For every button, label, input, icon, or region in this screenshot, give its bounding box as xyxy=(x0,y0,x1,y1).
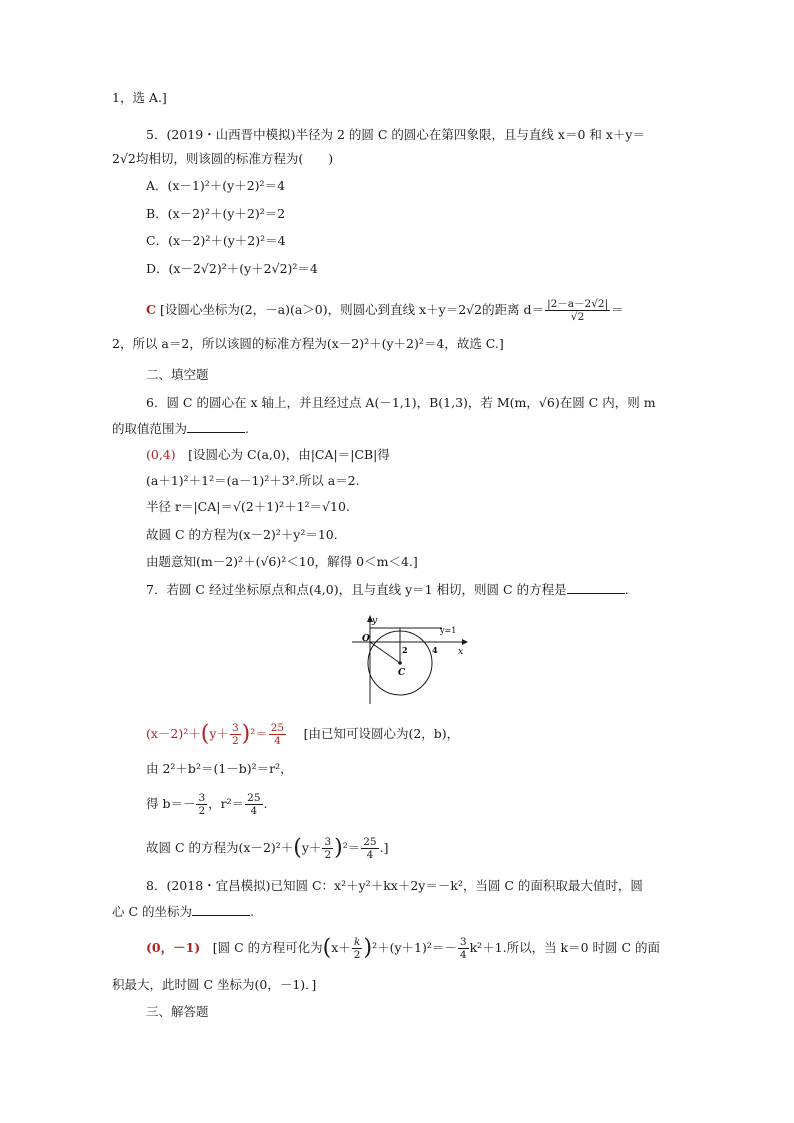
question-5: 5．(2019・山西晋中模拟)半径为 2 的圆 C 的圆心在第四象限，且与直线 x＝0 和 x＋y＝ xyxy=(146,127,645,142)
answer-6-line: 半径 r＝|CA|＝√(2＋1)²＋1²＝√10. xyxy=(146,499,350,514)
section-heading: 三、解答题 xyxy=(146,1004,209,1019)
option-c: C．(x－2)²＋(y＋2)²＝4 xyxy=(146,233,286,248)
question-5-cont: 2√2均相切，则该圆的标准方程为( ) xyxy=(112,151,334,166)
option-a: A．(x－1)²＋(y＋2)²＝4 xyxy=(146,178,286,193)
answer-8-key: (0，－1) xyxy=(146,940,201,955)
section-heading: 二、填空题 xyxy=(146,367,209,382)
answer-7-line: 故圆 C 的方程为(x－2)²＋(y＋ $\frac{3}{2}$ )²＝ $\frac{25}{4}$ .] xyxy=(146,835,389,861)
answer-7-key: (x－2)²＋(y＋ $\frac{3}{2}$ )²＝ $\frac{25}{4}$ xyxy=(146,721,285,747)
question-8-cont: 心 C 的坐标为 . xyxy=(112,904,254,919)
answer-blank xyxy=(187,420,245,433)
answer-7-line: 由 2²＋b²＝(1－b)²＝r²， xyxy=(146,761,293,776)
answer-blank xyxy=(192,903,250,916)
answer-6-line: (a＋1)²＋1²＝(a－1)²＋3².所以 a＝2. xyxy=(146,473,360,488)
svg-text:4: 4 xyxy=(432,645,438,655)
answer-7-line: 得 b＝－ $\frac{3}{2}$ ，r²＝ $\frac{25}{4}$ . xyxy=(146,792,268,817)
option-d: D．(x－2√2)²＋(y＋2√2)²＝4 xyxy=(146,261,318,276)
svg-text:C: C xyxy=(398,668,406,678)
answer-5-cont: 2，所以 a＝2，所以该圆的标准方程为(x－2)²＋(y＋2)²＝4，故选 C.] xyxy=(112,336,504,351)
answer-6-line: 由题意知(m－2)²＋(√6)²＜10，解得 0＜m＜4.] xyxy=(146,554,418,569)
answer-5-key: C xyxy=(146,302,156,317)
distance-fraction: $\frac{|2-a-2√2|}{√2}$ xyxy=(547,298,609,323)
answer-6-line: 故圆 C 的方程为(x－2)²＋y²＝10. xyxy=(146,527,338,542)
svg-text:O: O xyxy=(362,634,370,644)
answer-6-key: (0,4) xyxy=(146,447,176,462)
text-line: 1，选 A.] xyxy=(112,90,167,105)
question-8: 8．(2018・宜昌模拟)已知圆 C：x²＋y²＋kx＋2y＝－k²，当圆 C 的面积取最大值时，圆 xyxy=(146,878,643,893)
answer-6: (0,4) [设圆心为 C(a,0)，由|CA|＝|CB|得 xyxy=(146,447,390,462)
circle-figure xyxy=(350,614,468,706)
answer-8: (0，－1) [圆 C 的方程可化为(x＋ $\frac{k}{2}$ )²＋(y＋1)²＝－ $\frac{3}{4}$ k²＋1.所以，当 k＝0 时圆 C 的面 xyxy=(146,935,661,961)
svg-text:y=1: y=1 xyxy=(440,626,457,635)
answer-7: (x－2)²＋(y＋ $\frac{3}{2}$ )²＝ $\frac{25}{4}$ [由已知可设圆心为(2，b)， xyxy=(146,721,460,747)
svg-text:2: 2 xyxy=(402,645,408,655)
answer-blank xyxy=(567,581,625,594)
svg-text:y: y xyxy=(372,616,378,626)
question-6-cont: 的取值范围为 . xyxy=(112,421,249,436)
svg-text:x: x xyxy=(458,647,464,657)
question-7: 7．若圆 C 经过坐标原点和点(4,0)，且与直线 y＝1 相切，则圆 C 的方程是 . xyxy=(146,582,629,597)
question-6: 6．圆 C 的圆心在 x 轴上，并且经过点 A(－1,1)，B(1,3)，若 M(m，√6)在圆 C 内，则 m xyxy=(146,395,656,410)
option-b: B．(x－2)²＋(y＋2)²＝2 xyxy=(146,206,286,221)
answer-5-text: [设圆心坐标为(2，－a)(a＞0)，则圆心到直线 x＋y＝2√2的距离 d＝ xyxy=(159,302,545,317)
answer-8-cont: 积最大，此时圆 C 坐标为(0，－1)．] xyxy=(112,977,317,992)
answer-5: C [设圆心坐标为(2，－a)(a＞0)，则圆心到直线 x＋y＝2√2的距离 d＝ $\frac{|2-a-2√2|}{√2}$ ＝ xyxy=(146,298,624,323)
